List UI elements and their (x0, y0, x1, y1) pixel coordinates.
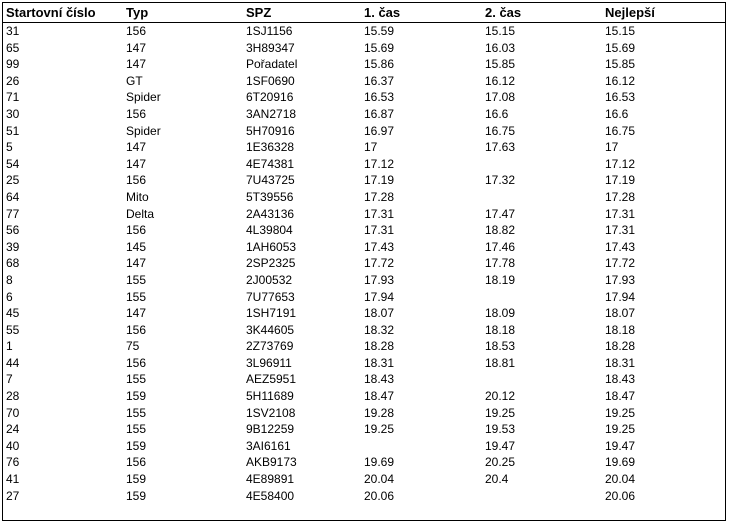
cell-start-number: 28 (6, 389, 20, 404)
cell-best: 18.18 (605, 322, 636, 337)
cell-time-2: 18.09 (485, 306, 516, 321)
cell-plate: 3AN2718 (246, 106, 297, 121)
header-row (3, 3, 725, 23)
cell-time-2: 17.08 (485, 90, 516, 105)
cell-best: 17.31 (605, 223, 636, 238)
cell-best: 19.25 (605, 422, 636, 437)
cell-time-2: 18.19 (485, 272, 516, 287)
cell-best: 15.85 (605, 57, 636, 72)
table-row (3, 189, 725, 206)
table-row (3, 123, 725, 140)
table-row (3, 172, 725, 189)
table-row (3, 355, 725, 372)
table-row (3, 454, 725, 471)
table-row (3, 89, 725, 106)
header-time-2: 2. čas (482, 3, 602, 23)
results-sheet (2, 2, 726, 521)
cell-start-number: 44 (6, 355, 20, 370)
cell-time-1: 17.94 (364, 289, 395, 304)
cell-time-1: 15.59 (364, 24, 395, 38)
cell-type: 156 (126, 355, 147, 370)
table-row (3, 73, 725, 90)
cell-time-1: 15.69 (364, 40, 395, 55)
cell-type: 156 (126, 106, 147, 121)
cell-best: 17.19 (605, 173, 636, 188)
cell-type: Spider (126, 123, 161, 138)
cell-best: 17.28 (605, 189, 636, 204)
cell-start-number: 99 (6, 57, 20, 72)
cell-plate: 2Z73769 (246, 339, 294, 354)
cell-plate: 1SJ1156 (246, 24, 293, 38)
cell-start-number: 39 (6, 239, 20, 254)
cell-best: 16.53 (605, 90, 636, 105)
cell-start-number: 7 (6, 372, 13, 387)
table-row (3, 222, 725, 239)
table-row (3, 23, 725, 40)
cell-best: 19.47 (605, 438, 636, 453)
cell-start-number: 5 (6, 140, 13, 155)
cell-start-number: 40 (6, 438, 20, 453)
cell-best: 17 (605, 140, 619, 155)
cell-start-number: 54 (6, 156, 20, 171)
cell-time-1: 17.43 (364, 239, 395, 254)
cell-time-1: 16.87 (364, 106, 395, 121)
table-row (3, 438, 725, 455)
header-start-number: Startovní číslo (3, 3, 123, 23)
cell-start-number: 25 (6, 173, 20, 188)
cell-time-2: 19.47 (485, 438, 516, 453)
cell-plate: 2SP2325 (246, 256, 296, 271)
cell-time-1: 17.31 (364, 223, 395, 238)
cell-plate: 5H70916 (246, 123, 295, 138)
cell-best: 18.43 (605, 372, 636, 387)
cell-best: 18.47 (605, 389, 636, 404)
cell-start-number: 30 (6, 106, 20, 121)
table-row (3, 388, 725, 405)
cell-time-1: 18.43 (364, 372, 395, 387)
cell-time-2: 15.15 (485, 24, 516, 38)
cell-start-number: 76 (6, 455, 20, 470)
table-row (3, 56, 725, 73)
cell-time-1: 17.31 (364, 206, 395, 221)
cell-time-2 (482, 156, 602, 173)
cell-time-1: 19.25 (364, 422, 395, 437)
table-row (3, 289, 725, 306)
table-row (3, 338, 725, 355)
cell-time-1: 16.37 (364, 73, 395, 88)
cell-best: 20.06 (605, 488, 636, 503)
cell-best: 17.72 (605, 256, 636, 271)
cell-plate: 2A43136 (246, 206, 295, 221)
cell-type: 156 (126, 24, 147, 38)
cell-start-number: 41 (6, 472, 20, 487)
cell-best: 16.75 (605, 123, 636, 138)
cell-type: 155 (126, 289, 147, 304)
cell-time-2 (482, 289, 602, 306)
table-row (3, 40, 725, 57)
cell-time-2: 18.53 (485, 339, 516, 354)
cell-time-2: 16.75 (485, 123, 516, 138)
cell-type: 156 (126, 322, 147, 337)
cell-time-2: 18.18 (485, 322, 516, 337)
cell-time-2: 16.03 (485, 40, 516, 55)
cell-best: 16.12 (605, 73, 636, 88)
cell-type: 147 (126, 40, 147, 55)
cell-plate: AKB9173 (246, 455, 297, 470)
cell-type: 155 (126, 372, 147, 387)
table-row (3, 206, 725, 223)
cell-start-number: 64 (6, 189, 20, 204)
cell-plate: 6T20916 (246, 90, 294, 105)
cell-plate: 3AI6161 (246, 438, 291, 453)
cell-time-1: 18.32 (364, 322, 395, 337)
cell-plate: 7U43725 (246, 173, 295, 188)
cell-best: 20.04 (605, 472, 636, 487)
cell-start-number: 27 (6, 488, 20, 503)
cell-time-1: 18.47 (364, 389, 395, 404)
cell-type: 159 (126, 389, 147, 404)
cell-time-2: 18.82 (485, 223, 516, 238)
cell-time-2: 20.4 (485, 472, 509, 487)
cell-start-number: 71 (6, 90, 20, 105)
header-time-1: 1. čas (361, 3, 482, 23)
cell-best: 18.07 (605, 306, 636, 321)
cell-best: 17.93 (605, 272, 636, 287)
cell-plate: 3H89347 (246, 40, 295, 55)
cell-type: Delta (126, 206, 155, 221)
cell-time-2 (482, 371, 602, 388)
cell-type: 147 (126, 256, 147, 271)
cell-plate: 1AH6053 (246, 239, 297, 254)
cell-type: Mito (126, 189, 149, 204)
cell-plate: 4L39804 (246, 223, 293, 238)
table-row (3, 156, 725, 173)
cell-time-1 (361, 438, 482, 455)
cell-time-1: 16.97 (364, 123, 395, 138)
cell-start-number: 8 (6, 272, 13, 287)
cell-time-1: 17.72 (364, 256, 395, 271)
cell-plate: 5H11689 (246, 389, 294, 404)
cell-type: 156 (126, 455, 147, 470)
cell-type: 155 (126, 405, 147, 420)
cell-plate: 7U77653 (246, 289, 295, 304)
cell-type: 159 (126, 488, 147, 503)
cell-best: 17.94 (605, 289, 636, 304)
table-row (3, 405, 725, 422)
cell-time-2: 20.12 (485, 389, 516, 404)
cell-start-number: 55 (6, 322, 20, 337)
cell-type: 145 (126, 239, 147, 254)
cell-best: 18.28 (605, 339, 636, 354)
cell-start-number: 65 (6, 40, 20, 55)
cell-plate: AEZ5951 (246, 372, 297, 387)
cell-time-2: 17.46 (485, 239, 516, 254)
header-type: Typ (123, 3, 243, 23)
table-row (3, 322, 725, 339)
cell-start-number: 26 (6, 73, 20, 88)
cell-time-1: 20.04 (364, 472, 395, 487)
cell-time-1: 15.86 (364, 57, 395, 72)
header-best: Nejlepší (602, 3, 725, 23)
header-plate: SPZ (243, 3, 361, 23)
cell-time-1: 19.69 (364, 455, 395, 470)
cell-start-number: 6 (6, 289, 13, 304)
table-row (3, 272, 725, 289)
cell-type: 155 (126, 422, 147, 437)
cell-plate: 4E74381 (246, 156, 295, 171)
table-row (3, 471, 725, 488)
table-row (3, 239, 725, 256)
cell-time-2: 17.47 (485, 206, 516, 221)
cell-time-2 (482, 488, 602, 505)
cell-type: 147 (126, 57, 147, 72)
cell-type: GT (126, 73, 143, 88)
table-row (3, 139, 725, 156)
cell-start-number: 24 (6, 422, 20, 437)
cell-time-1: 17.19 (364, 173, 395, 188)
cell-start-number: 56 (6, 223, 20, 238)
cell-plate: Pořadatel (246, 57, 298, 72)
cell-time-1: 20.06 (364, 488, 395, 503)
cell-time-1: 17.28 (364, 189, 395, 204)
cell-plate: 2J00532 (246, 272, 293, 287)
cell-best: 16.6 (605, 106, 629, 121)
cell-time-2: 15.85 (485, 57, 516, 72)
table-row (3, 488, 725, 505)
cell-type: 156 (126, 223, 147, 238)
cell-start-number: 1 (6, 339, 13, 354)
cell-start-number: 68 (6, 256, 20, 271)
cell-time-1: 18.31 (364, 355, 395, 370)
cell-time-2: 19.25 (485, 405, 516, 420)
cell-time-2: 20.25 (485, 455, 516, 470)
cell-best: 17.12 (605, 156, 636, 171)
table-row (3, 106, 725, 123)
cell-type: Spider (126, 90, 161, 105)
cell-time-2: 16.6 (485, 106, 509, 121)
cell-best: 15.69 (605, 40, 636, 55)
cell-plate: 4E58400 (246, 488, 295, 503)
cell-best: 18.31 (605, 355, 636, 370)
cell-time-1: 17 (364, 140, 378, 155)
cell-plate: 3K44605 (246, 322, 295, 337)
results-table (3, 3, 725, 504)
cell-time-1: 17.12 (364, 156, 395, 171)
cell-time-2: 19.53 (485, 422, 516, 437)
cell-best: 15.15 (605, 24, 636, 38)
cell-time-2: 18.81 (485, 355, 516, 370)
cell-type: 75 (126, 339, 140, 354)
cell-start-number: 77 (6, 206, 20, 221)
cell-start-number: 70 (6, 405, 20, 420)
cell-plate: 9B12259 (246, 422, 295, 437)
cell-time-1: 17.93 (364, 272, 395, 287)
cell-start-number: 31 (6, 24, 20, 38)
cell-time-1: 18.28 (364, 339, 395, 354)
cell-time-1: 16.53 (364, 90, 395, 105)
cell-best: 17.31 (605, 206, 636, 221)
cell-type: 159 (126, 472, 147, 487)
cell-type: 147 (126, 140, 147, 155)
cell-type: 159 (126, 438, 147, 453)
cell-plate: 4E89891 (246, 472, 295, 487)
cell-plate: 1E36328 (246, 140, 295, 155)
cell-time-1: 19.28 (364, 405, 395, 420)
cell-plate: 1SF0690 (246, 73, 295, 88)
cell-start-number: 45 (6, 306, 20, 321)
table-row (3, 255, 725, 272)
cell-time-2: 17.32 (485, 173, 516, 188)
cell-start-number: 51 (6, 123, 20, 138)
table-row (3, 421, 725, 438)
cell-best: 19.25 (605, 405, 636, 420)
cell-best: 17.43 (605, 239, 636, 254)
cell-time-2: 17.78 (485, 256, 516, 271)
cell-type: 147 (126, 306, 147, 321)
cell-type: 147 (126, 156, 147, 171)
table-row (3, 371, 725, 388)
cell-type: 155 (126, 272, 147, 287)
cell-time-1: 18.07 (364, 306, 395, 321)
cell-time-2 (482, 189, 602, 206)
cell-plate: 5T39556 (246, 189, 294, 204)
cell-best: 19.69 (605, 455, 636, 470)
cell-type: 156 (126, 173, 147, 188)
cell-plate: 1SH7191 (246, 306, 297, 321)
cell-time-2: 17.63 (485, 140, 516, 155)
cell-plate: 3L96911 (246, 355, 292, 370)
table-row (3, 305, 725, 322)
cell-time-2: 16.12 (485, 73, 516, 88)
cell-plate: 1SV2108 (246, 405, 296, 420)
